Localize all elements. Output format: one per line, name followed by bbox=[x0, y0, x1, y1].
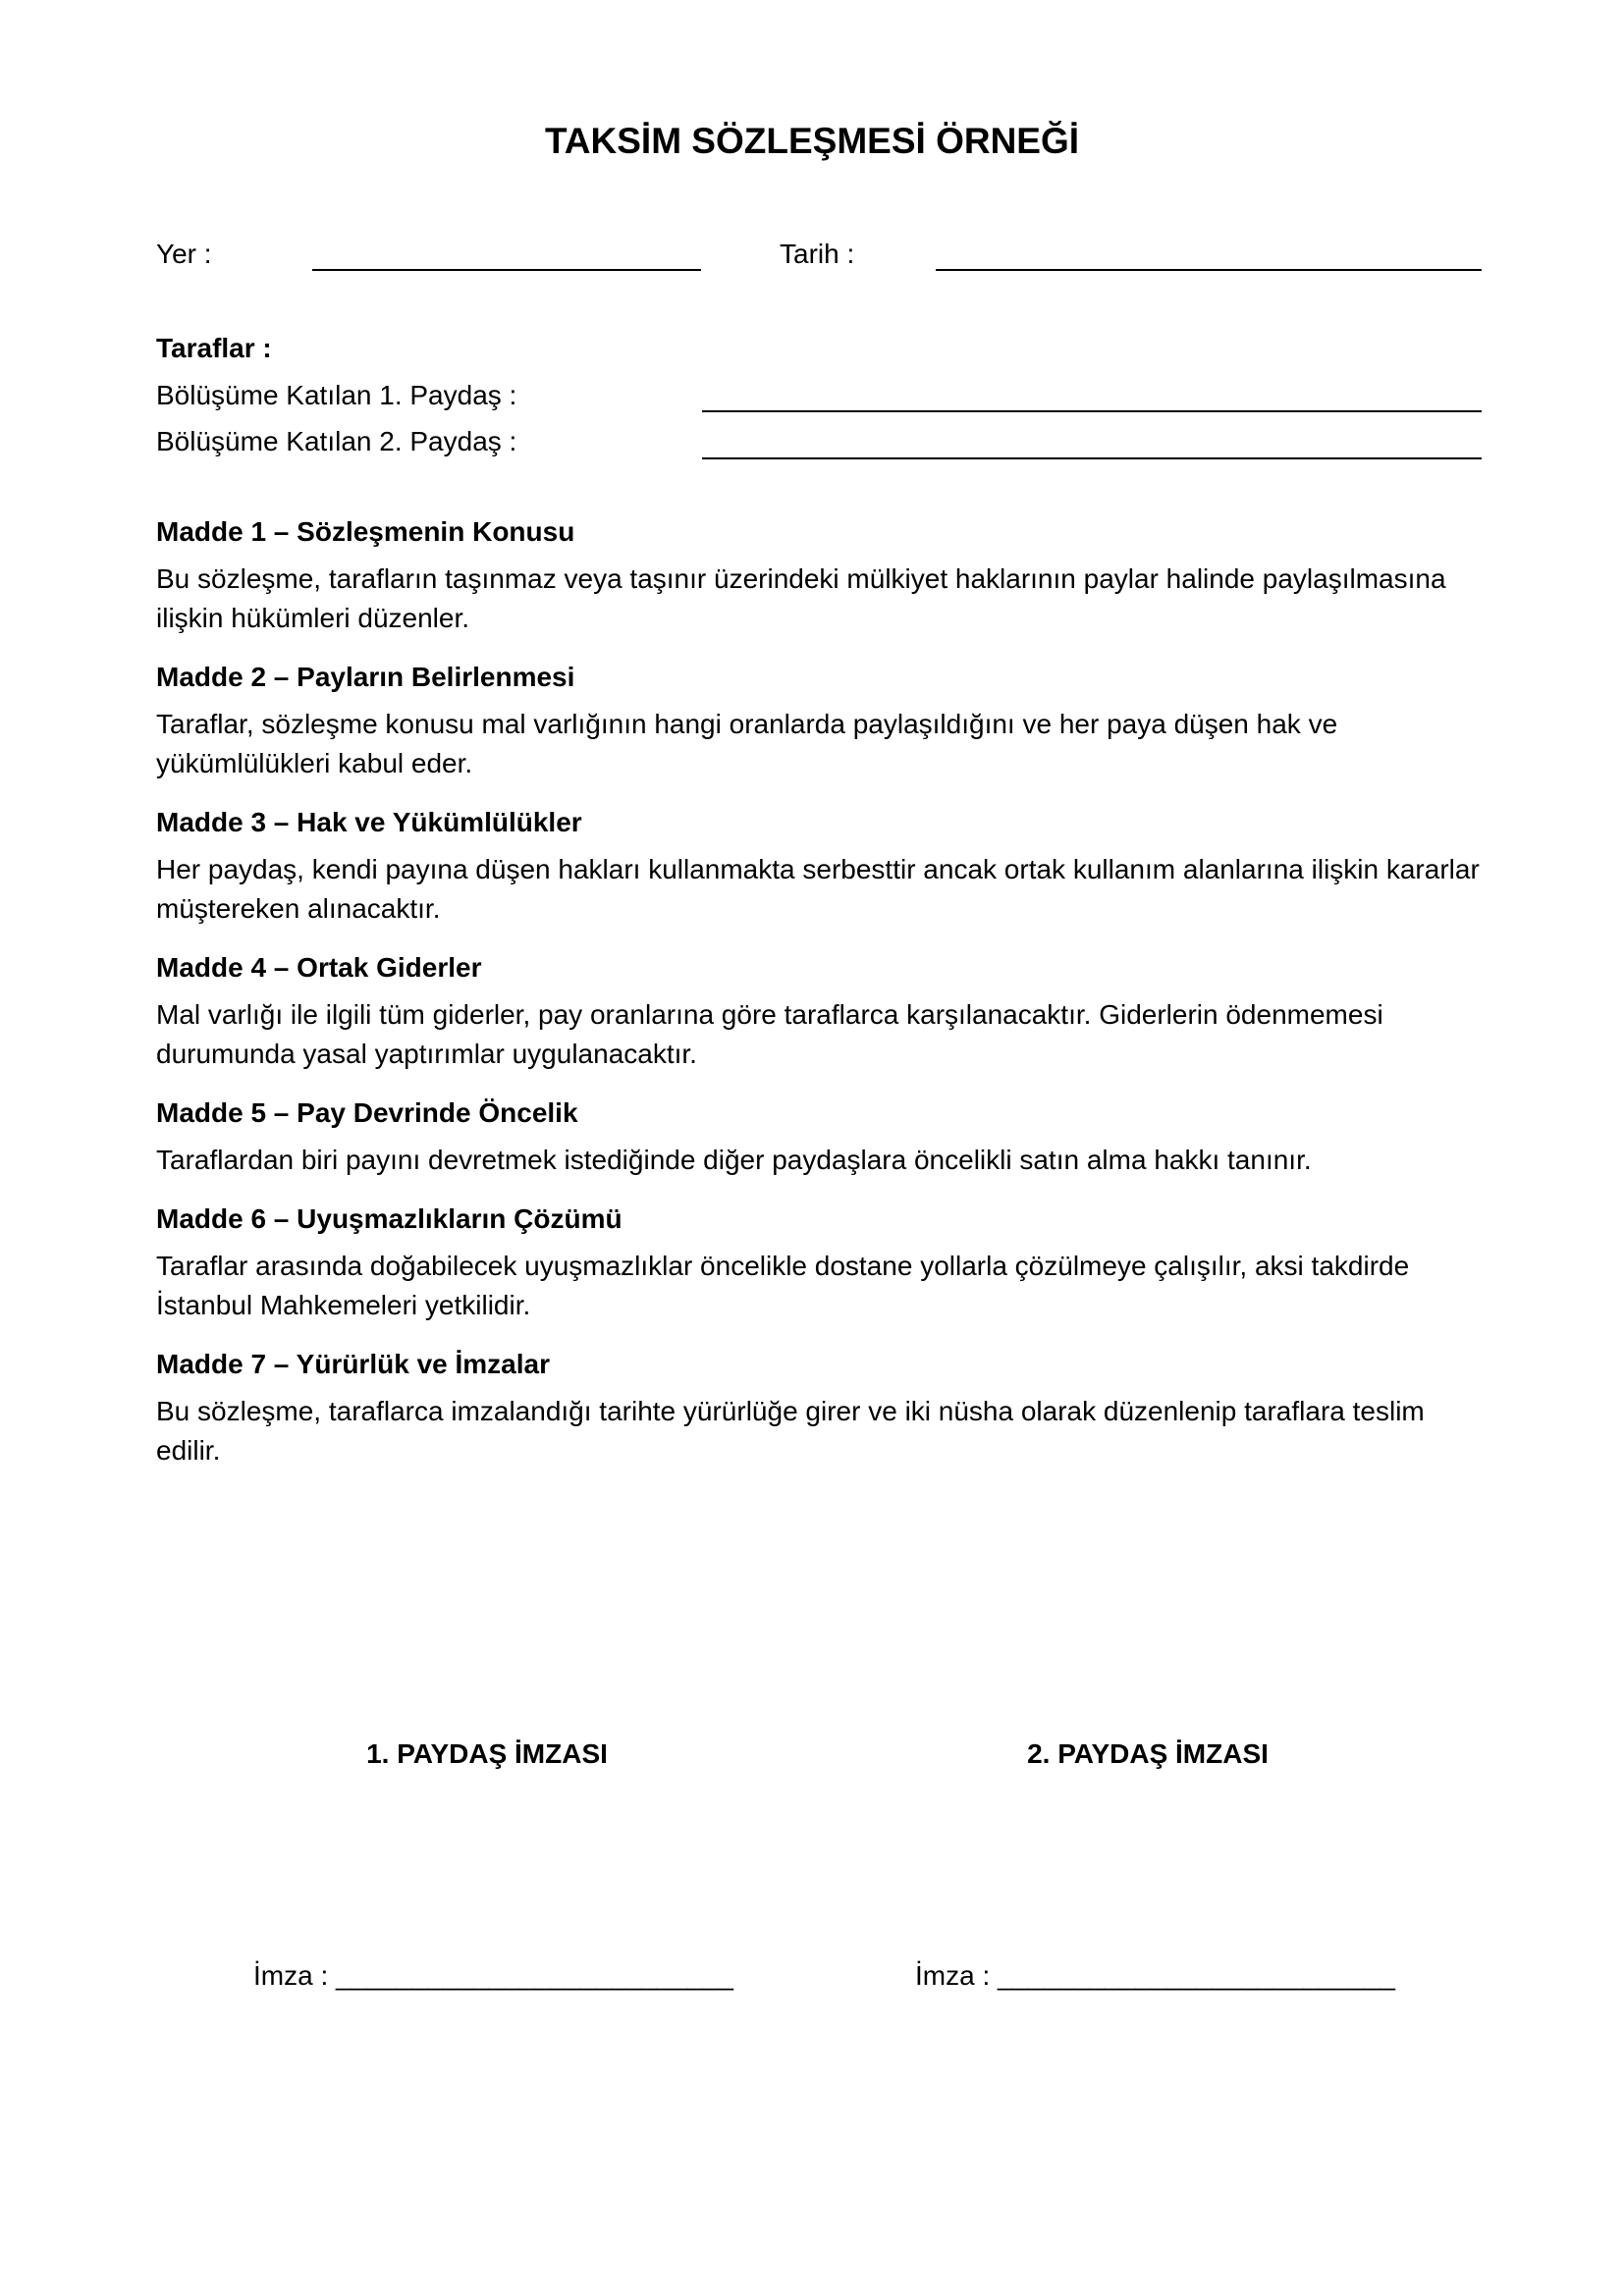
article-body: Taraflar, sözleşme konusu mal varlığının hangi oranlarda paylaşıldığını ve her paya düşen hak ve yükümlülükleri kabul eder. bbox=[156, 709, 1338, 778]
party2-label: Bölüşüme Katılan 2. Paydaş : bbox=[156, 426, 517, 456]
date-field-line[interactable] bbox=[936, 269, 1482, 271]
article-heading: Madde 1 – Sözleşmenin Konusu bbox=[156, 516, 575, 547]
article-body: Her paydaş, kendi payına düşen hakları kullanmakta serbesttir ancak ortak kullanım alanlarına ilişkin kararlar müştereken alınacaktır. bbox=[156, 854, 1480, 924]
article-heading: Madde 7 – Yürürlük ve İmzalar bbox=[156, 1349, 550, 1379]
article-body: Bu sözleşme, taraflarca imzalandığı tarihte yürürlüğe girer ve iki nüsha olarak düzenlenip taraflara teslim edilir. bbox=[156, 1396, 1425, 1466]
parties-heading: Taraflar : bbox=[156, 333, 272, 363]
article-7 bbox=[156, 1348, 1491, 1470]
article-3 bbox=[156, 806, 1491, 929]
party2-signature-line[interactable]: İmza : __________________________ bbox=[915, 1960, 1395, 1991]
party2-field-line[interactable] bbox=[702, 457, 1482, 459]
article-heading: Madde 6 – Uyuşmazlıkların Çözümü bbox=[156, 1203, 623, 1234]
article-1 bbox=[156, 515, 1491, 638]
article-heading: Madde 5 – Pay Devrinde Öncelik bbox=[156, 1097, 578, 1128]
article-4 bbox=[156, 951, 1491, 1074]
party1-field-line[interactable] bbox=[702, 410, 1482, 412]
party2-signature-heading: 2. PAYDAŞ İMZASI bbox=[1027, 1738, 1269, 1769]
articles-list bbox=[156, 515, 1491, 1493]
article-body: Bu sözleşme, tarafların taşınmaz veya taşınır üzerindeki mülkiyet haklarının paylar halinde paylaşılmasına ilişkin hükümleri düzenler. bbox=[156, 563, 1446, 633]
document-title: TAKSİM SÖZLEŞMESİ ÖRNEĞİ bbox=[544, 121, 1080, 161]
party1-signature-line[interactable]: İmza : __________________________ bbox=[253, 1960, 733, 1991]
article-body: Mal varlığı ile ilgili tüm giderler, pay oranlarına göre taraflarca karşılanacaktır. Giderlerin ödenmemesi durumunda yasal yaptırımlar uygulanacaktır. bbox=[156, 999, 1383, 1069]
date-label: Tarih : bbox=[780, 239, 855, 269]
place-label: Yer : bbox=[156, 239, 212, 269]
article-heading: Madde 4 – Ortak Giderler bbox=[156, 952, 482, 983]
article-6 bbox=[156, 1202, 1491, 1325]
article-2 bbox=[156, 661, 1491, 783]
article-body: Taraflar arasında doğabilecek uyuşmazlıklar öncelikle dostane yollarla çözülmeye çalışılır, aksi takdirde İstanbul Mahkemeleri yetkilidir. bbox=[156, 1251, 1410, 1320]
article-5 bbox=[156, 1096, 1491, 1180]
party1-signature-heading: 1. PAYDAŞ İMZASI bbox=[366, 1738, 608, 1769]
article-body: Taraflardan biri payını devretmek istediğinde diğer paydaşlara öncelikli satın alma hakkı tanınır. bbox=[156, 1145, 1312, 1175]
place-field-line[interactable] bbox=[312, 269, 701, 271]
article-heading: Madde 3 – Hak ve Yükümlülükler bbox=[156, 807, 582, 837]
article-heading: Madde 2 – Payların Belirlenmesi bbox=[156, 662, 575, 692]
party1-label: Bölüşüme Katılan 1. Paydaş : bbox=[156, 380, 517, 410]
